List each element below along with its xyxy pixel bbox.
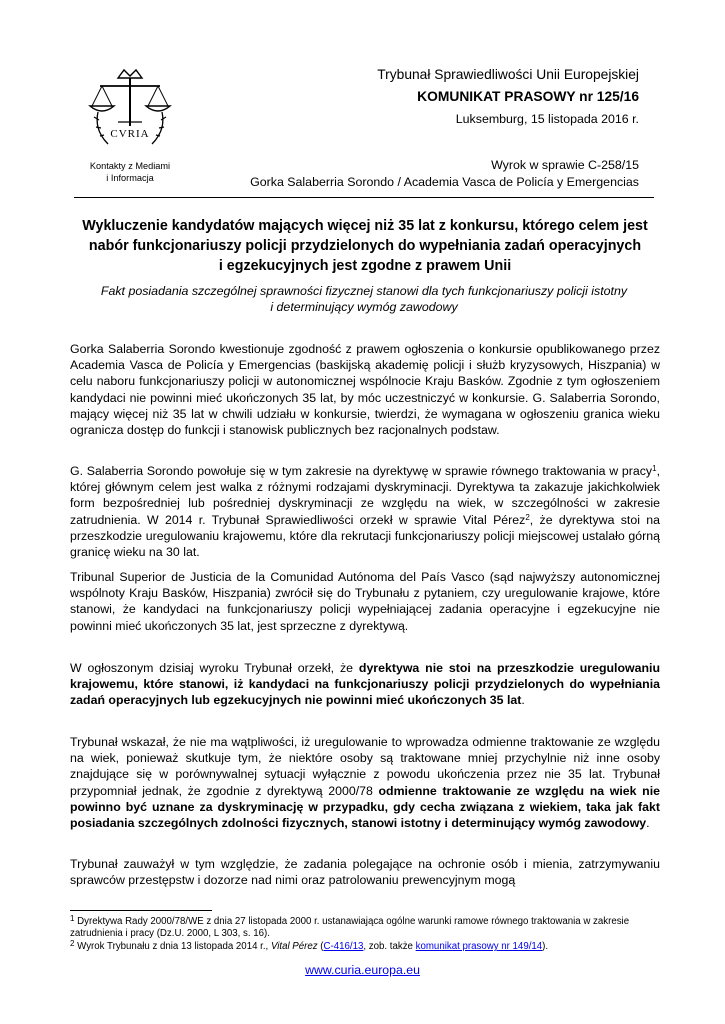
press-release-149-14-link[interactable]: komunikat prasowy nr 149/14 xyxy=(415,941,543,952)
title-line: Wykluczenie kandydatów mających więcej niż 35 lat z konkursu, którego celem jest xyxy=(82,218,648,234)
paragraph-6: Trybunał zauważył w tym względzie, że zadania polegające na ochronie osób i mienia, zatrzymywaniu sprawców przestępstw i dozorze nad nimi oraz patrolowaniu prewencyjnym mogą xyxy=(70,857,660,888)
paragraph-4 xyxy=(70,660,660,709)
title-line: i egzekucyjnych jest zgodne z prawem Unii xyxy=(218,258,512,274)
case-c-416-13-link[interactable]: C-416/13 xyxy=(323,941,364,952)
paragraph-2-text: , że dyrektywa stoi na przeszkodzie uregulowaniu krajowemu, które dla rekrutacji funkcjonariuszy policji miejscowej ustalało górną granicę wieku na 30 lat. xyxy=(70,512,660,560)
press-release-number: KOMUNIKAT PRASOWY nr 125/16 xyxy=(417,89,639,104)
footer xyxy=(0,963,725,977)
paragraph-5-text: . xyxy=(646,816,650,831)
subtitle-line: Fakt posiadania szczególnej sprawności fizycznej stanowi dla tych funkcjonariuszy policji istotny xyxy=(100,284,628,298)
curia-website-link[interactable]: www.curia.europa.eu xyxy=(305,963,420,977)
paragraph-4-text: . xyxy=(521,693,525,708)
place-date: Luksemburg, 15 listopada 2016 r. xyxy=(455,112,639,126)
subtitle-line: i determinujący wymóg zawodowy xyxy=(270,300,458,314)
logo-caption-line: Kontakty z Mediami xyxy=(89,161,171,171)
title-line: nabór funkcjonariuszy policji przydzielonych do wypełniania zadań operacyjnych xyxy=(88,238,642,254)
footnote-number: 2 xyxy=(70,939,75,948)
press-release-subtitle xyxy=(74,283,654,315)
paragraph-4-bold: dyrektywa nie stoi na przeszkodzie uregulowaniu krajowemu, które stanowi, iż kandydaci na funkcjonariuszy policji przydzielonych do wypełniania zadań operacyjnych lub egzekucyjnych nie powinni mieć ukończonych 35 lat xyxy=(70,661,660,708)
paragraph-5-bold: odmienne traktowanie ze względu na wiek nie powinno być uznane za dyskryminację w przypadku, gdy cecha związana z wiekiem, taka jak fakt posiadania szczególnych zdolności fizycznych, stanowi istotny i determinujący wymóg zawodowy xyxy=(70,783,660,831)
footnote-text: Wyrok Trybunału z dnia 13 listopada 2014 r., xyxy=(77,941,271,952)
footnote-divider xyxy=(70,910,212,911)
press-release-title xyxy=(70,216,660,276)
footnote-number: 1 xyxy=(70,914,75,923)
footnote-text: ( xyxy=(317,941,324,952)
footnote-2 xyxy=(70,941,660,953)
paragraph-2-text: , której głównym celem jest walka z różnymi rodzajami dyskryminacji. Dyrektywa ta zakazuje jakichkolwiek form bezpośredniej lub pośredniej dyskryminacji ze względu na wiek, w szczególności w zakresie zatrudnienia. W 2014 r. Trybunał Sprawiedliwości orzekł w sprawie Vital Pérez xyxy=(70,464,660,527)
paragraph-5-text: Trybunał wskazał, że nie ma wątpliwości, iż uregulowanie to wprowadza odmienne traktowanie ze względu na wiek, ponieważ skutkuje tym, że niektóre osoby są traktowane mniej przychylnie niż inne osoby znajdujące się w porównywalnej sytuacji wyłącznie z powodu ukończenia przez nie 35 lat. Trybunał przypomniał jednak, że zgodnie z dyrektywą 2000/78 xyxy=(70,735,660,798)
logo-text: CVRIA xyxy=(110,128,150,140)
footnote-1 xyxy=(70,916,660,940)
paragraph-3: Tribunal Superior de Justicia de la Comunidad Autónoma del País Vasco (sąd najwyższy autonomicznej wspólnoty Kraju Basków, Hiszpania) zwrócił się do Trybunału z pytaniem, czy uregulowanie krajowe, które stanowi, że kandydaci na funkcjonariuszy policji wypełniającej zadania operacyjne i egzekucyjne nie powinni mieć ukończonych 35 lat, jest sprzeczne z dyrektywą. xyxy=(70,570,660,633)
paragraph-5 xyxy=(70,734,660,831)
footnote-text: Dyrektywa Rady 2000/78/WE z dnia 27 listopada 2000 r. ustanawiająca ogólne warunki ramowe równego traktowania w zakresie zatrudnienia i pracy (Dz.U. 2000, L 303, s. 16). xyxy=(70,916,630,939)
footnote-ref-2[interactable]: 2 xyxy=(525,512,530,522)
case-parties: Gorka Salaberria Sorondo / Academia Vasca de Policía y Emergencias xyxy=(250,175,639,189)
footnote-ref-1[interactable]: 1 xyxy=(652,464,657,473)
logo-caption xyxy=(72,160,188,184)
court-name: Trybunał Sprawiedliwości Unii Europejskiej xyxy=(377,67,639,82)
footnote-text: ). xyxy=(542,941,549,952)
paragraph-4-text: W ogłoszonym dzisiaj wyroku Trybunał orzekł, że xyxy=(70,661,359,675)
paragraph-2 xyxy=(70,463,660,560)
footnote-text: , zob. także xyxy=(363,941,416,952)
paragraph-2-text: G. Salaberria Sorondo powołuje się w tym zakresie na dyrektywę w sprawie równego traktowania w pracy xyxy=(70,464,653,478)
header-divider xyxy=(74,197,654,198)
judgment-reference: Wyrok w sprawie C-258/15 xyxy=(491,158,639,172)
paragraph-1: Gorka Salaberria Sorondo kwestionuje zgodność z prawem ogłoszenia o konkursie opublikowanego przez Academia Vasca de Policía y Emergencias (baskijską akademię policji i służb kryzysowych, Hiszpania) w celu naboru funkcjonariuszy policji w autonomicznej wspólnocie Kraju Basków. Zgodnie z tym ogłoszeniem kandydaci nie powinni mieć ukończonych 35 lat, by móc uczestniczyć w konkursie. G. Salaberria Sorondo, mający więcej niż 35 lat w chwili udziału w konkursie, twierdzi, że wymagana w ogłoszeniu granica wieku ogranicza dostęp do funkcji i stanowisk publicznych bez racjonalnych podstaw. xyxy=(70,342,660,438)
logo-caption-line: i Informacja xyxy=(106,173,154,183)
footnote-case-name: Vital Pérez xyxy=(270,941,318,952)
